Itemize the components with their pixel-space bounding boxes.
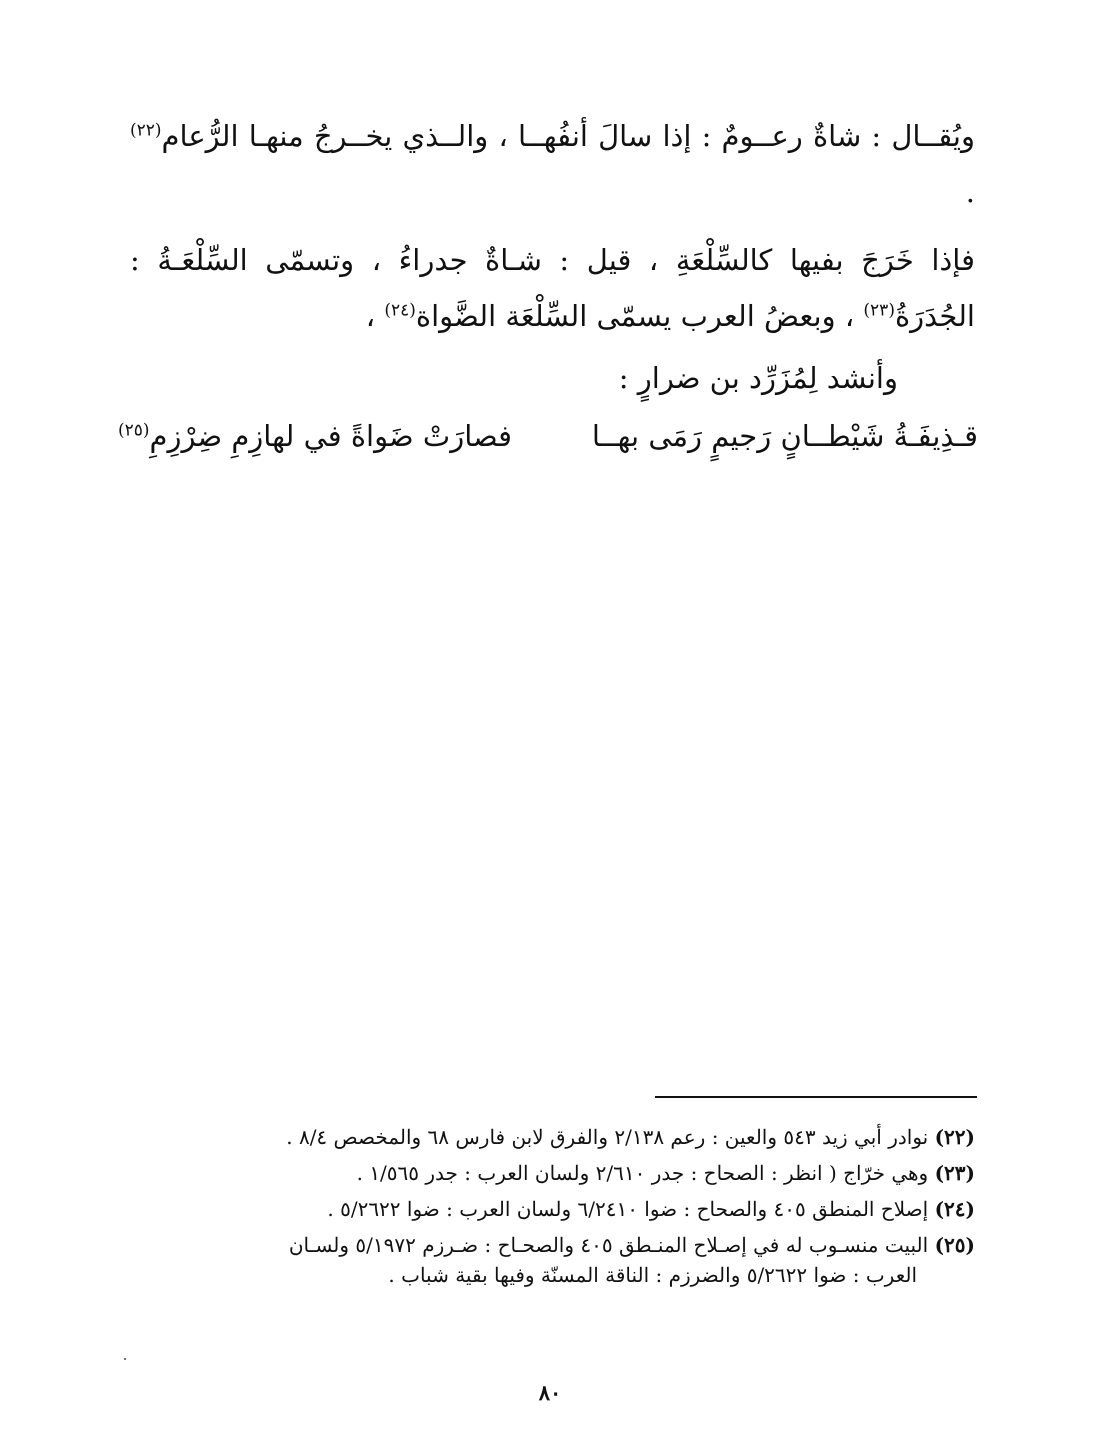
page-number: ٨٠ xyxy=(538,1380,562,1405)
footnote-number: (٢٣) xyxy=(934,1161,975,1185)
poem-verse xyxy=(118,408,978,464)
verse-first-hemistich: قـذِيفَـةُ شَيْطــانٍ رَجيمٍ رَمَى بهــا xyxy=(591,419,978,453)
footnote-25 xyxy=(130,1230,975,1290)
paragraph-poem-intro xyxy=(619,350,898,406)
paragraph-text: وأنشد لِمُزَرِّد بن ضرارٍ : xyxy=(618,361,898,395)
paragraph-end: ، xyxy=(365,299,385,333)
footnote-text: نوادر أبي زيد ٥٤٣ والعين : رعم ٢/١٣٨ والفرق لابن فارس ٦٨ والمخصص ٨/٤ . xyxy=(286,1125,929,1149)
footnote-ref-22[interactable]: (٢٢) xyxy=(130,120,162,141)
footnotes xyxy=(130,1122,975,1296)
footnote-separator xyxy=(655,1096,977,1098)
footnote-number: (٢٥) xyxy=(934,1233,975,1257)
footnote-text: البيت منسـوب له في إصـلاح المنـطق ٤٠٥ والصحـاح : ضـرزم ٥/١٩٧٢ ولسـان xyxy=(288,1233,929,1257)
verse-second-hemistich xyxy=(118,408,512,464)
footnote-text: إصلاح المنطق ٤٠٥ والصحاح : ضوا ٦/٢٤١٠ ولسان العرب : ضوا ٥/٢٦٢٢ . xyxy=(327,1197,929,1221)
footnote-text: وهي خرّاج ( انظر : الصحاح : جدر ٢/٦١٠ ولسان العرب : جدر ١/٥٦٥ . xyxy=(356,1161,929,1185)
footnote-ref-24[interactable]: (٢٤) xyxy=(384,300,416,321)
footnote-23 xyxy=(130,1158,975,1188)
footnote-22 xyxy=(130,1122,975,1152)
footnote-number: (٢٢) xyxy=(934,1125,975,1149)
scan-speck xyxy=(124,1358,126,1360)
footnote-ref-25[interactable]: (٢٥) xyxy=(118,420,150,441)
footnote-24 xyxy=(130,1194,975,1224)
paragraph-text: ويُقــال : شاةٌ رعــومٌ : إذا سالَ أنفُهــا ، والــذي يخــرجُ منهـا الرُّعام xyxy=(161,119,975,153)
paragraph-ruam xyxy=(130,108,975,220)
footnote-ref-23[interactable]: (٢٣) xyxy=(863,300,895,321)
verse-second-hemistich-text: فصارَتْ ضَواةً في لهازِمِ ضِرْزِمِ xyxy=(149,419,513,453)
paragraph-end: . xyxy=(965,175,975,209)
paragraph-middle: ، وبعضُ العرب يسمّى السِّلْعَة الضَّواة xyxy=(415,299,864,333)
paragraph-text: فإذا خَرَجَ بفيها كالسِّلْعَةِ ، قيل : شـاةٌ جدراءُ ، وتسمّى السِّلْعَـةُ : الجُدَرَةُ xyxy=(130,243,975,333)
footnote-continuation: العرب : ضوا ٥/٢٦٢٢ والضرزم : الناقة المسنّة وفيها بقية شباب . xyxy=(388,1263,917,1287)
footnote-number: (٢٤) xyxy=(934,1197,975,1221)
paragraph-jadra xyxy=(130,232,975,344)
